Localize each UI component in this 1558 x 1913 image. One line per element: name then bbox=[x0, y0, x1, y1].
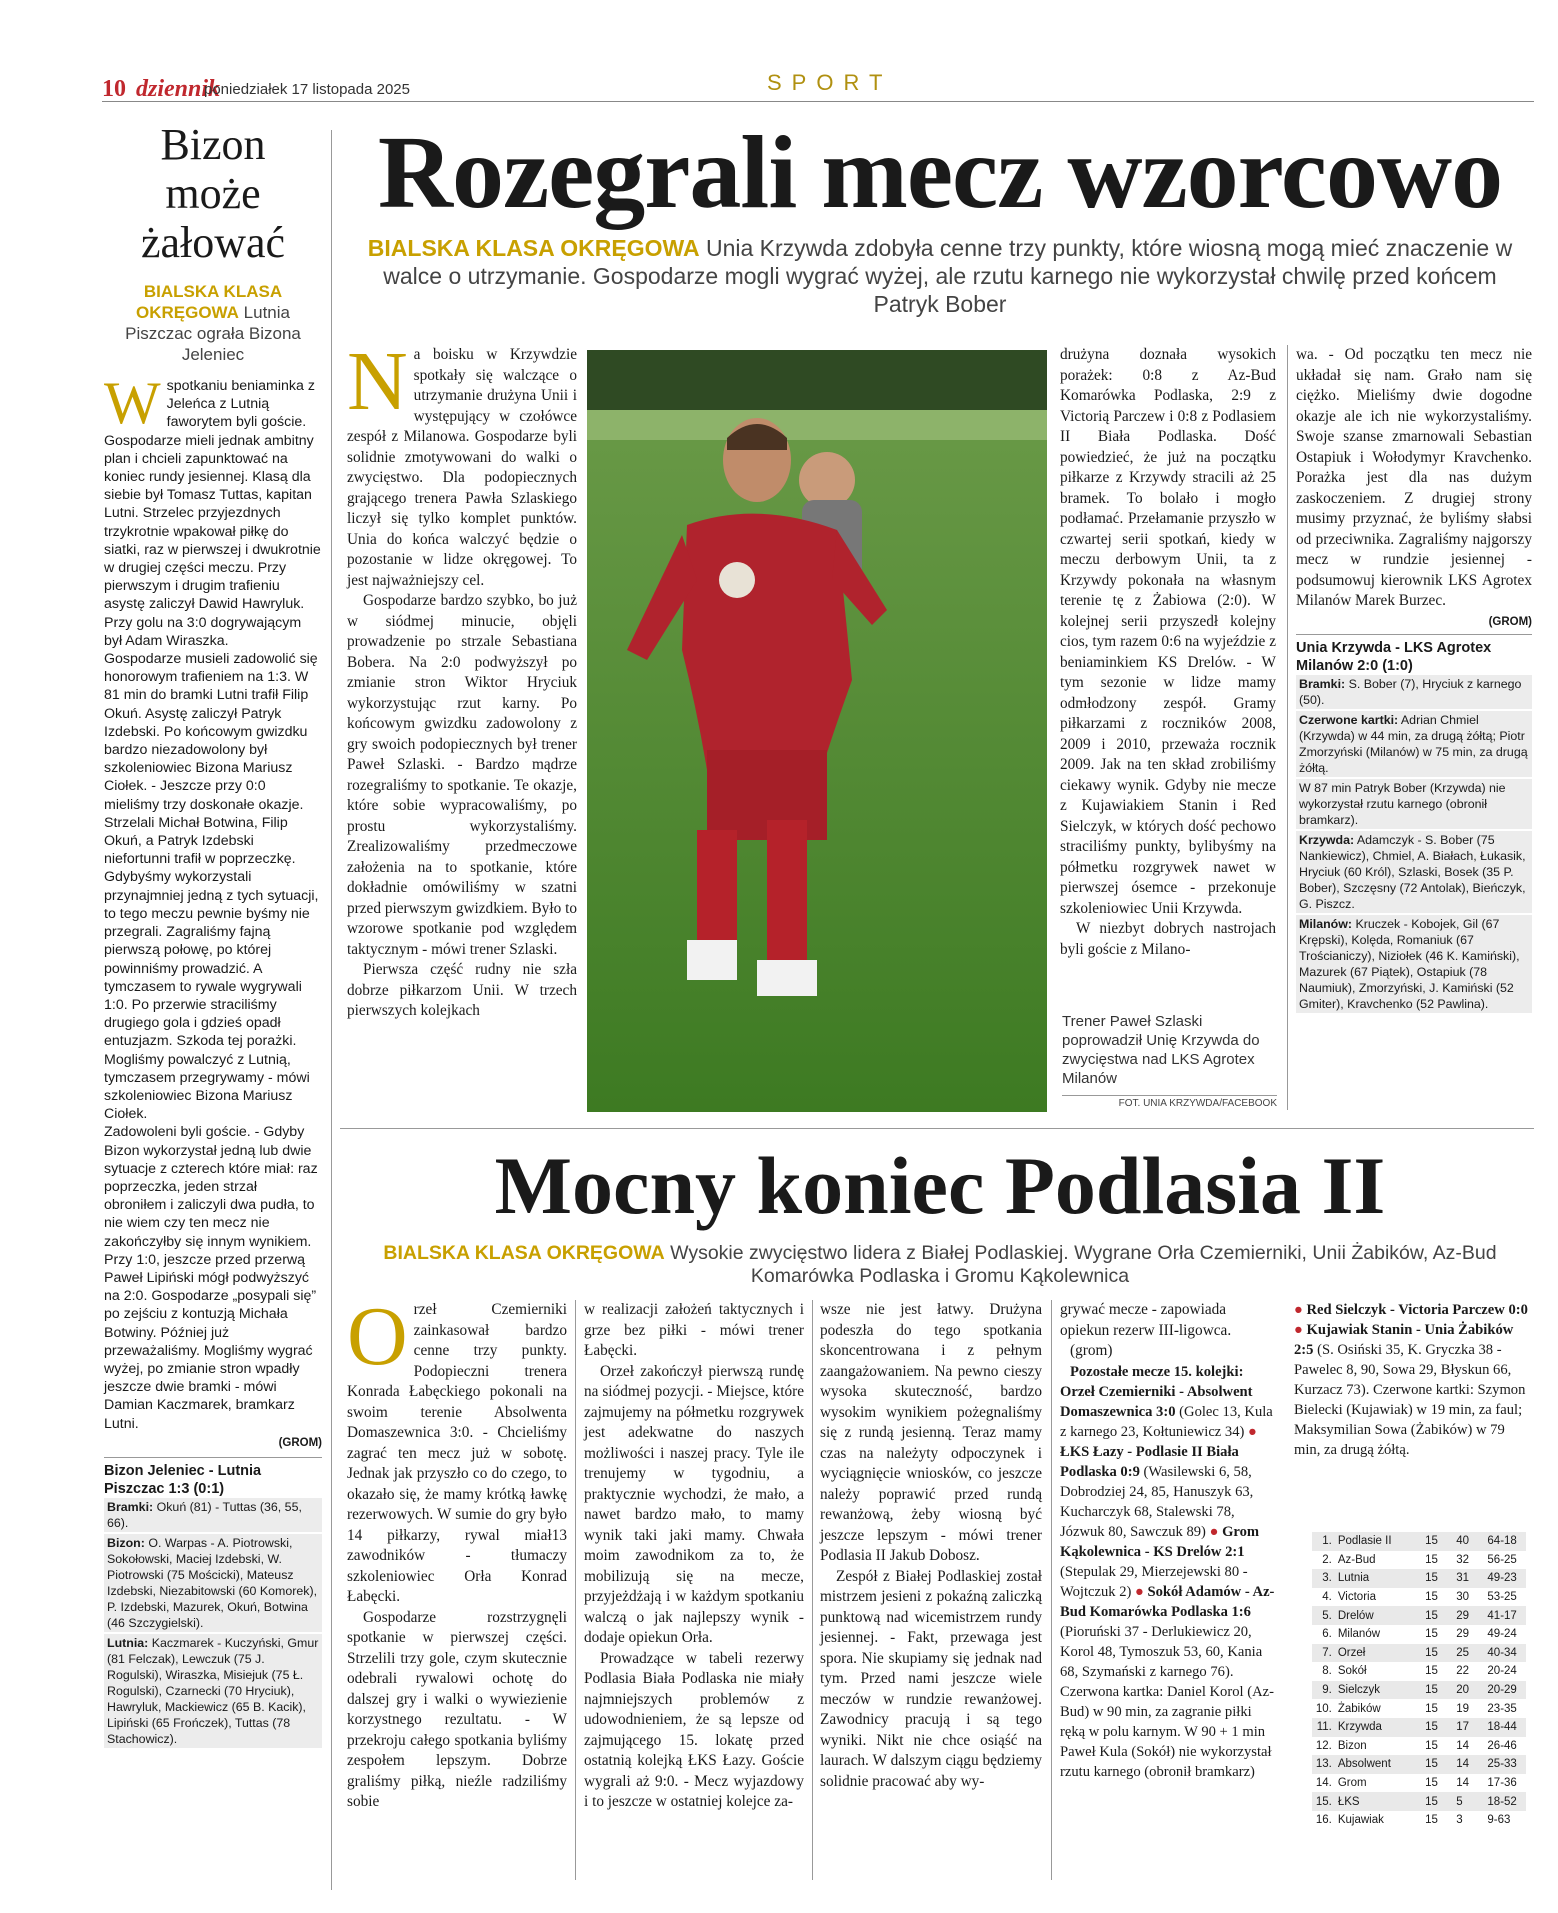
article1-col3: wa. - Od początku ten mecz nie układał się nam. Grało nam się ciężko. Mieliśmy dwie dogodne okazje ale ich nie wykorzystaliśmy. Swoje szanse zmarnowali Sebastian Ostapiuk i Wołodymyr Kravchenko. Porażka jest dla nas dużym zaskoczeniem. Z drugiej strony musimy przyznać, że byliśmy słabsi od przeciwnika. Zagraliśmy najgorszy mecz w rundzie jesiennej - podsumowuj kierownik LKS Agrotex Milanów Marek Burzec. (GROM) Unia Krzywda - LKS Agrotex Milanów 2:0 (1:0) Bramki: S. Bober (7), Hryciuk z karnego (50). Czerwone kartki: Adrian Chmiel (Krzywda) w 44 min, za drugą żółtą; Piotr Zmorzyński (Milanów) w 75 min, za drugą żółtą. W 87 min Patryk Bober (Krzywda) nie wykorzystał rzutu karnego (obronił bramkarz). Krzywda: Adamczyk - S. Bober (75 Nankiewicz), Chmiel, A. Białach, Łukasik, Hryciuk (60 Król), Szlaski, Bosek (35 P. Bober), Szczęsny (72 Antolak), Bieńczyk, G. Piszcz. Milanów: Kruczek - Kobojek, Gil (67 Krępski), Kolęda, Romaniuk (67 Trościaniczy), Niziołek (46 K. Kamiński), Mazurek (67 Piątek), Ostapiuk (78 Naumiuk), Zmorzyński, J. Kamiński (52 Gmiter), Kravchenko (52 Pawlina). bbox=[1296, 345, 1532, 1015]
table-cell-pos: 15. bbox=[1312, 1792, 1335, 1811]
box-row: Bramki: Okuń (81) - Tuttas (36, 55, 66). bbox=[104, 1498, 322, 1534]
column-divider bbox=[1287, 345, 1288, 1110]
table-cell-m: 15 bbox=[1425, 1777, 1438, 1790]
table-cell-goals: 18-44 bbox=[1484, 1718, 1526, 1737]
table-cell-pts: 31 bbox=[1453, 1569, 1484, 1588]
article2-col1: Orzeł Czemierniki zainkasował bardzo cenne trzy punkty. Podopieczni trenera Konrada Łabęckiego pokonali na swoim terenie Absolwenta Domaszewnica 3:0. - Chcieliśmy zagrać ten mecz już w sobotę. Jednak jak przyszło co do czego, to okazało się, że mamy krótką ławkę rezerwowych. W sumie do gry było 14 piłkarzy, rywal miał13 zawodników - tłumaczy szkoleniowiec Orła Konrad Łabęcki. Gospodarze rozstrzygnęli spotkanie w pierwszej części. Strzelili trzy gole, czym skutecznie odebrali rywalowi ochotę do dalszej gry i walki o wywiezienie korzystnego rezultatu. - W przekroju całego spotkania byliśmy zespołem lepszym. Dobrze graliśmy piłką, nieźle radziliśmy sobie bbox=[347, 1290, 567, 1810]
table-cell-pos: 5. bbox=[1312, 1606, 1335, 1625]
table-cell-goals: 18-52 bbox=[1484, 1792, 1526, 1811]
table-cell-m: 15 bbox=[1425, 1665, 1438, 1678]
article2-col2: w realizacji założeń taktycznych i grze bez piłki - mówi trener Łabęcki. Orzeł zakończył pierwszą rundę na siódmej pozycji. - Miejsce, które zajmujemy na półmetku rozgrywek jest adekwatne do naszych możliwości i naszej pracy. Tyle ile trenujemy w tygodniu, a praktycznie wychodzi, że mało, a nawet bardzo mało, to mamy wynik taki jaki mamy. Chwała moim zawodnikom za to, że mobilizują się na mecze, przyjeżdżają i w każdym spotkaniu walczą o jak najlepszy wynik - dodaje opiekun Orła. Prowadzące w tabeli rezerwy Podlasia Biała Podlaska nie miały najmniejszych problemów z udowodnieniem, że są lepsze od zajmującego 15. lokatę przed ostatnią kolejką ŁKS Łazy. Goście wygrali aż 9:0. - Mecz wyjazdowy i to jeszcze w ostatniej kolejce za- bbox=[584, 1301, 804, 1810]
table-cell-goals: 25-33 bbox=[1484, 1755, 1526, 1774]
signature: (GROM) bbox=[1488, 615, 1532, 628]
article1-col1: Na boisku w Krzywdzie spotkały się walczące o utrzymanie drużyna Unii i występujący w czołówce zespół z Milanowa. Gospodarze byli solidnie zmotywowani do walki o zwycięstwo. Dla podopiecznych grającego trenera Pawła Szlaskiego liczył się tylko komplet punktów. Unia do końca walczyć będzie o pozostanie w lidze okręgowej. To jest najważniejszy cel. Gospodarze bardzo szybko, bo już w siódmej minucie, objęli prowadzenie po strzale Sebastiana Bobera. Na 2:0 podwyższył po zmianie stron Wiktor Hryciuk wykorzystując rzut karny. Po końcowym gwizdku zadowolony z gry swoich podopiecznych był trener Paweł Szlaski. - Bardzo mądrze rozegraliśmy to spotkanie. Te okazje, które sobie wypracowaliśmy, po prostu wykorzystaliśmy. Zrealizowaliśmy przedmeczowe założenia na to spotkanie, które dokładnie omówiliśmy w szatni przed pierwszym gwizdkiem. Było to wzorowe spotkanie pod względem taktycznym - mówi trener Szlaski. Pierwsza część rudny nie szła dobrze piłkarzom Unii. W trzech pierwszych kolejkach bbox=[347, 335, 577, 1019]
table-cell-pos: 6. bbox=[1322, 1628, 1332, 1641]
result-teams: Kujawiak Stanin - Unia Żabików 2:5 bbox=[1294, 1322, 1514, 1358]
table-cell-pos: 4. bbox=[1322, 1591, 1332, 1604]
table-cell-team: Absolwent bbox=[1335, 1755, 1422, 1774]
table-cell-goals: 40-34 bbox=[1484, 1644, 1526, 1663]
article2-col3: wsze nie jest łatwy. Drużyna podeszła do tego spotkania skoncentrowana i z pełnym zaangażowaniem. Na pewno cieszy wysoka skuteczność, bardzo wysokim wynikiem pożegnaliśmy się z rundą jesienną. Teraz mamy czas na należyty odpoczynek i wyciągnięcie wniosków, co jeszcze należy poprawić przed rundą rewanżową, żeby wiosną być jeszcze lepszym - mówi trener Podlasia II Jakub Dobosz. Zespół z Białej Podlaskiej został mistrzem jesieni z pokaźną zaliczką punktową nad wicemistrzem rundy jesiennej. - Fakt, przewaga jest spora. Nie skupiamy się jednak nad tym. Przed nami jeszcze wiele meczów w rundzie rewanżowej. Zawodnicy pracują i są tego wyniki. Nikt nie chce osiąść na laurach. W dalszym ciągu będziemy solidnie pracować aby wy- bbox=[820, 1301, 1042, 1790]
side-article bbox=[104, 120, 322, 1750]
table-cell-m: 15 bbox=[1422, 1644, 1453, 1663]
table-cell-team: Bizon bbox=[1337, 1739, 1367, 1752]
table-cell-m: 15 bbox=[1425, 1591, 1438, 1604]
table-row bbox=[1312, 1532, 1526, 1551]
table-cell-pos: 8. bbox=[1322, 1665, 1332, 1678]
results-title: Pozostałe mecze 15. kolejki: bbox=[1070, 1363, 1244, 1380]
table-cell-goals: 23-35 bbox=[1487, 1702, 1517, 1715]
article2-results-col2 bbox=[1294, 1300, 1534, 1460]
bullet: ● bbox=[1248, 1423, 1257, 1440]
table-cell-pts: 14 bbox=[1456, 1739, 1470, 1752]
table-cell-goals: 17-36 bbox=[1487, 1777, 1517, 1790]
drop-cap: W bbox=[104, 370, 161, 436]
table-cell-pos: 10. bbox=[1315, 1702, 1332, 1715]
result-details: (S. Osiński 35, K. Gryczka 38 - Pawelec 8, 90, Sowa 29, Błyskun 66, Kurzacz 73). Czerwone kartki: Szymon Bielecki (Kujawiak) w 19 min, za faul; Maksymilian Sowa (Żabików) w 79 min, za drugą żółtą. bbox=[1294, 1342, 1526, 1458]
bullet: ● bbox=[1294, 1322, 1303, 1338]
article1-score-box: Unia Krzywda - LKS Agrotex Milanów 2:0 (1:0) Bramki: S. Bober (7), Hryciuk z karnego (50). Czerwone kartki: Adrian Chmiel (Krzywda) w 44 min, za drugą żółtą; Piotr Zmorzyński (Milanów) w 75 min, za drugą żółtą. W 87 min Patryk Bober (Krzywda) nie wykorzystał rzutu karnego (obronił bramkarz). Krzywda: Adamczyk - S. Bober (75 Nankiewicz), Chmiel, A. Białach, Łukasik, Hryciuk (60 Król), Szlaski, Bosek (35 P. Bober), Szczęsny (72 Antolak), Bieńczyk, G. Piszcz. Milanów: Kruczek - Kobojek, Gil (67 Krępski), Kolęda, Romaniuk (67 Trościaniczy), Niziołek (46 K. Kamiński), Mazurek (67 Piątek), Ostapiuk (78 Naumiuk), Zmorzyński, J. Kamiński (52 Gmiter), Kravchenko (52 Pawlina). bbox=[1296, 634, 1532, 1015]
table-cell-pts: 30 bbox=[1456, 1591, 1470, 1604]
column-divider bbox=[812, 1300, 813, 1880]
bullet: ● bbox=[1209, 1523, 1219, 1540]
player-photo bbox=[587, 350, 1047, 1112]
table-cell-pts: 19 bbox=[1456, 1702, 1470, 1715]
table-cell-team: Sielczyk bbox=[1335, 1681, 1422, 1700]
table-cell-team: Victoria bbox=[1337, 1591, 1376, 1604]
box-row: Bramki: S. Bober (7), Hryciuk z karnego (50). bbox=[1296, 675, 1532, 711]
result-teams: Red Sielczyk - Victoria Parczew 0:0 bbox=[1306, 1302, 1528, 1318]
photo-credit: FOT. UNIA KRZYWDA/FACEBOOK bbox=[1062, 1095, 1277, 1109]
box-row: Krzywda: Adamczyk - S. Bober (75 Nankiewicz), Chmiel, A. Białach, Łukasik, Hryciuk (60 Król), Szlaski, Bosek (35 P. Bober), Szczęsny (72 Antolak), Bieńczyk, G. Piszcz. bbox=[1296, 831, 1532, 915]
table-cell-pts: 22 bbox=[1456, 1665, 1470, 1678]
table-cell-pos: 3. bbox=[1312, 1569, 1335, 1588]
column-divider bbox=[575, 1300, 576, 1880]
table-cell-team: Grom bbox=[1337, 1777, 1367, 1790]
table-row bbox=[1312, 1569, 1526, 1588]
side-score-box: Bizon Jeleniec - Lutnia Piszczac 1:3 (0:1) Bramki: Okuń (81) - Tuttas (36, 55, 66). Bizon: O. Warpas - A. Piotrowski, Sokołowski, Maciej Izdebski, W. Piotrowski (75 Mościcki), Mateusz Izdebski, Niezabitowski (60 Komorek), P. Izdebski, Mazurek, Okuń, Botwina (46 Szczygielski). Lutnia: Kaczmarek - Kuczyński, Gmur (81 Felczak), Lewczuk (75 J. Rogulski), Wiraszka, Misiejuk (75 Ł. Rogulski), Czarnecki (70 Hryciuk), Hawryluk, Mackiewicz (65 B. Kacik), Lipiński (65 Frończek), Tuttas (78 Stachowicz). bbox=[104, 1457, 322, 1750]
table-cell-pts: 14 bbox=[1453, 1755, 1484, 1774]
drop-cap: O bbox=[347, 1290, 408, 1383]
table-row bbox=[1312, 1662, 1526, 1681]
table-cell-m: 15 bbox=[1422, 1792, 1453, 1811]
result-teams: ŁKS Łazy - Podlasie II Biała Podlaska 0:9 bbox=[1060, 1443, 1239, 1480]
table-row bbox=[1312, 1551, 1526, 1570]
table-cell-m: 15 bbox=[1422, 1569, 1453, 1588]
table-cell-pts: 32 bbox=[1456, 1553, 1470, 1566]
newspaper-logo: dziennik bbox=[136, 76, 221, 102]
table-cell-team: Milanów bbox=[1337, 1628, 1381, 1641]
table-cell-team: Lutnia bbox=[1335, 1569, 1422, 1588]
bullet: ● bbox=[1135, 1583, 1144, 1600]
signature: (grom) bbox=[1070, 1342, 1113, 1359]
table-cell-pts: 25 bbox=[1453, 1644, 1484, 1663]
drop-cap: N bbox=[347, 335, 408, 428]
league-table bbox=[1312, 1532, 1526, 1830]
table-cell-pos: 12. bbox=[1315, 1739, 1332, 1752]
table-row bbox=[1312, 1625, 1526, 1644]
column-divider bbox=[331, 130, 332, 1890]
box-row: Milanów: Kruczek - Kobojek, Gil (67 Krępski), Kolęda, Romaniuk (67 Trościaniczy), Niziołek (46 K. Kamiński), Mazurek (67 Piątek), Ostapiuk (78 Naumiuk), Zmorzyński, J. Kamiński (52 Gmiter), Kravchenko (52 Pawlina). bbox=[1296, 915, 1532, 1015]
article2-lead: BIALSKA KLASA OKRĘGOWA Wysokie zwycięstwo lidera z Białej Podlaskiej. Wygrane Orła Czemierniki, Unii Żabików, Az-Bud Komarówka Podlaska i Gromu Kąkolewnica bbox=[383, 1242, 1497, 1287]
issue-date: poniedziałek 17 listopada 2025 bbox=[204, 81, 410, 98]
table-row bbox=[1312, 1718, 1526, 1737]
table-cell-goals: 26-46 bbox=[1487, 1739, 1517, 1752]
side-body: Wspotkaniu beniaminka z Jeleńca z Lutnią faworytem byli goście. Gospodarze mieli jednak ambitny plan i chcieli zapunktować na koniec rundy jesiennej. Klasą dla siebie był Tomasz Tuttas, kapitan Lutni. Strzelec przyjezdnych trzykrotnie wpakował piłkę do siatki, raz w pierwszej i dwukrotnie w drugiej części meczu. Przy pierwszym i drugim trafieniu asystę zaliczył Dawid Hawryluk. Przy golu na 3:0 dogrywającym był Adam Wiraszka. Gospodarze musieli zadowolić się honorowym trafieniem na 1:3. W 81 min do bramki Lutni trafił Filip Okuń. Asystę zaliczył Patryk Izdebski. Po końcowym gwizdku bardzo niezadowolony był szkoleniowiec Bizona Mariusz Ciołek. - Jeszcze przy 0:0 mieliśmy trzy doskonałe okazje. Strzelali Michał Botwina, Filip Okuń, a Patryk Izdebski niefortunni trafił w poprzeczkę. Gdybyśmy wykorzystali przynajmniej jedną z tych sytuacji, to tego meczu pewnie byśmy nie przegrali. Zagraliśmy fajną pierwszą połowę, po której powinniśmy prowadzić. A tymczasem to rywale wygrywali 1:0. Po przerwie straciliśmy drugiego gola i gdzieś opadł entuzjazm. Szkoda tej porażki. Mogliśmy powalczyć z Lutnią, tymczasem przegrywamy - mówi szkoleniowiec Bizona Mariusz Ciołek. Zadowoleni byli goście. - Gdyby Bizon wykorzystał jedną lub dwie sytuacje z czterech które miał: raz poprzeczka, jeden strzał obroniłem i zaliczyli dwa pudła, to nie wiem czy ten mecz nie zakończyłby się innym wynikiem. Przy 1:0, jeszcze przed przerwą Paweł Lipiński mógł podwyższyć na 2:0. Gospodarze „posypali się” po zejściu z kontuzją Michała Botwiny. Później już przeważaliśmy. Mogliśmy wygrać wyżej, po zmianie stron wpadły jeszcze dwie bramki - mówi Damian Kaczmarek, bramkarz Lutni. (GROM) bbox=[104, 370, 322, 1449]
table-cell-goals: 9-63 bbox=[1487, 1814, 1511, 1827]
photo-caption: Trener Paweł Szlaski poprowadził Unię Krzywda do zwycięstwa nad LKS Agrotex Milanów bbox=[1062, 1013, 1260, 1087]
table-cell-team: Podlasie II bbox=[1335, 1532, 1422, 1551]
table-cell-goals: 56-25 bbox=[1487, 1553, 1517, 1566]
table-row bbox=[1312, 1588, 1526, 1607]
table-cell-m: 15 bbox=[1425, 1628, 1438, 1641]
box-row: W 87 min Patryk Bober (Krzywda) nie wykorzystał rzutu karnego (obronił bramkarz). bbox=[1296, 779, 1532, 831]
table-cell-pts: 17 bbox=[1453, 1718, 1484, 1737]
page-number: 10 bbox=[102, 76, 126, 102]
table-cell-pos: 16. bbox=[1315, 1814, 1332, 1827]
table-cell-m: 15 bbox=[1422, 1532, 1453, 1551]
table-cell-pos: 9. bbox=[1312, 1681, 1335, 1700]
result-details: (Pioruński 37 - Derlukiewicz 20, Korol 48, Tymoszuk 53, 60, Kania 68, Szymański z karnego 76). Czerwona kartka: Daniel Korol (Az-Bud) w 90 min, za zagranie piłki ręką w polu karnym. W 90 + 1 min Paweł Kula (Sokół) nie wykorzystał rzutu karnego (obronił bramkarz) bbox=[1060, 1623, 1274, 1780]
table-cell-goals: 20-24 bbox=[1487, 1665, 1517, 1678]
table-cell-m: 15 bbox=[1425, 1739, 1438, 1752]
box-row: Czerwone kartki: Adrian Chmiel (Krzywda) w 44 min, za drugą żółtą; Piotr Zmorzyński (Milanów) w 75 min, za drugą żółtą. bbox=[1296, 711, 1532, 779]
table-cell-team: Krzywda bbox=[1335, 1718, 1422, 1737]
table-cell-team: Żabików bbox=[1337, 1702, 1381, 1715]
bullet: ● bbox=[1294, 1302, 1303, 1318]
table-cell-team: Drelów bbox=[1335, 1606, 1422, 1625]
table-cell-pts: 5 bbox=[1453, 1792, 1484, 1811]
side-lead: BIALSKA KLASA OKRĘGOWA Lutnia Piszczac ograła Bizona Jeleniec bbox=[125, 282, 301, 364]
table-cell-pts: 29 bbox=[1456, 1628, 1470, 1641]
result-details: (Golec 13, Kula z karnego 23, Kołtuniewicz 34) bbox=[1060, 1403, 1273, 1440]
box-row: Bizon: O. Warpas - A. Piotrowski, Sokołowski, Maciej Izdebski, W. Piotrowski (75 Mościcki), Mateusz Izdebski, Niezabitowski (60 Komorek), P. Izdebski, Mazurek, Okuń, Botwina (46 Szczygielski). bbox=[104, 1534, 322, 1634]
table-cell-m: 15 bbox=[1425, 1553, 1438, 1566]
table-cell-pts: 3 bbox=[1456, 1814, 1463, 1827]
table-row bbox=[1312, 1792, 1526, 1811]
page-header bbox=[102, 70, 1534, 102]
result-teams: Sokół Adamów - Az-Bud Komarówka Podlaska 1:6 bbox=[1060, 1583, 1275, 1620]
table-cell-team: Kujawiak bbox=[1337, 1814, 1384, 1827]
side-headline: Bizon może żałować bbox=[140, 120, 286, 267]
column-divider bbox=[1051, 1300, 1052, 1880]
table-cell-m: 15 bbox=[1422, 1606, 1453, 1625]
article1-lead: BIALSKA KLASA OKRĘGOWA Unia Krzywda zdobyła cenne trzy punkty, które wiosną mogą mieć znaczenie w walce o utrzymanie. Gospodarze mogli wygrać wyżej, ale rzutu karnego nie wykorzystał chwilę przed końcem Patryk Bober bbox=[367, 235, 1513, 317]
table-cell-team: Sokół bbox=[1337, 1665, 1367, 1678]
table-cell-pos: 2. bbox=[1322, 1553, 1332, 1566]
table-cell-pts: 29 bbox=[1453, 1606, 1484, 1625]
table-cell-pts: 14 bbox=[1456, 1777, 1470, 1790]
table-cell-pos: 14. bbox=[1315, 1777, 1332, 1790]
table-cell-pos: 7. bbox=[1312, 1644, 1335, 1663]
table-cell-m: 15 bbox=[1422, 1718, 1453, 1737]
article1-col2: drużyna doznała wysokich porażek: 0:8 z Az-Bud Komarówka Podlaska, 2:9 z Victorią Parczew i 0:8 z Podlasiem II Biała Podlaska. Dość powiedzieć, że już na początku piłkarze z Krzywdy stracili aż 25 bramek. To bolało i mogło podłamać. Przełamanie przyszło w czwartej serii spotkań, kiedy w meczu derbowym Unii, ta z Krzywdy pokonała na własnym terenie tę z Żabiowa (2:0). W kolejnej serii przyszedł kolejny cios, tym razem 0:6 na wyjeździe z beniaminkiem KS Drelów. - W tym sezonie w lidze mamy odmłodzony zespół. Gramy piłkarzami z roczników 2008, 2009 i 2010, przeważa rocznik 2009. Jak na ten skład zrobiliśmy ciekawy wynik. Gdyby nie mecze z Kujawiakiem Stanin i Red Sielczyk, w których dość pechowo straciliśmy punkty, bylibyśmy na półmetku rozgrywek nawet w pierwszej ósemce - przekonuje szkoleniowiec Unii Krzywda. W niezbyt dobrych nastrojach byli goście z Milano- bbox=[1060, 346, 1276, 958]
table-cell-goals: 64-18 bbox=[1484, 1532, 1526, 1551]
table-cell-team: ŁKS bbox=[1335, 1792, 1422, 1811]
table-row bbox=[1312, 1774, 1526, 1793]
table-row bbox=[1312, 1699, 1526, 1718]
article2-results-col: grywać mecze - zapowiada opiekun rezerw III-ligowca. (grom) Pozostałe mecze 15. kolejki: Orzeł Czemierniki - Absolwent Domaszewnica 3:0 (Golec 13, Kula z karnego 23, Kołtuniewicz 34) ● ŁKS Łazy - Podlasie II Biała Podlaska 0:9 (Wasilewski 6, 58, Dobrodziej 24, 85, Hanuszyk 63, Kucharczyk 68, Stalewski 78, Józwuk 80, Sawczuk 89) ● Grom Kąkolewnica - KS Drelów 2:1 (Stepulak 29, Mierzejewski 80 - Wojtczuk 2) ● Sokół Adamów - Az-Bud Komarówka Podlaska 1:6 (Pioruński 37 - Derlukiewicz 20, Korol 48, Tymoszuk 53, 60, Kania 68, Szymański z karnego 76). Czerwona kartka: Daniel Korol (Az-Bud) w 90 min, za zagranie piłki ręką w polu karnym. W 90 + 1 min Paweł Kula (Sokół) nie wykorzystał rzutu karnego (obronił bramkarz) bbox=[1060, 1300, 1278, 1782]
result-teams: Grom Kąkolewnica - KS Drelów 2:1 bbox=[1060, 1523, 1260, 1560]
table-cell-goals: 49-24 bbox=[1487, 1628, 1517, 1641]
table-cell-team: Orzeł bbox=[1335, 1644, 1422, 1663]
table-cell-pts: 20 bbox=[1453, 1681, 1484, 1700]
result-details: (Stepulak 29, Mierzejewski 80 - Wojtczuk 2) bbox=[1060, 1563, 1248, 1600]
signature: (GROM) bbox=[278, 1436, 322, 1449]
table-cell-pos: 11. bbox=[1312, 1718, 1335, 1737]
section-title: SPORT bbox=[757, 70, 902, 96]
table-cell-m: 15 bbox=[1425, 1814, 1438, 1827]
photo-football-player bbox=[587, 350, 1047, 1112]
table-row bbox=[1312, 1644, 1526, 1663]
table-cell-m: 15 bbox=[1422, 1755, 1453, 1774]
table-cell-pts: 40 bbox=[1453, 1532, 1484, 1551]
table-row bbox=[1312, 1681, 1526, 1700]
table-cell-goals: 41-17 bbox=[1484, 1606, 1526, 1625]
article2-headline: Mocny koniec Podlasia II bbox=[494, 1140, 1386, 1231]
table-cell-pos: 1. bbox=[1312, 1532, 1335, 1551]
table-row bbox=[1312, 1811, 1526, 1830]
table-cell-pos: 13. bbox=[1312, 1755, 1335, 1774]
article1-headline: Rozegrali mecz wzorcowo bbox=[377, 115, 1503, 230]
table-cell-m: 15 bbox=[1425, 1702, 1438, 1715]
table-cell-goals: 49-23 bbox=[1484, 1569, 1526, 1588]
table-cell-m: 15 bbox=[1422, 1681, 1453, 1700]
table-row bbox=[1312, 1737, 1526, 1756]
table-row bbox=[1312, 1755, 1526, 1774]
table-cell-goals: 53-25 bbox=[1487, 1591, 1517, 1604]
box-row: Lutnia: Kaczmarek - Kuczyński, Gmur (81 Felczak), Lewczuk (75 J. Rogulski), Wiraszka, Misiejuk (75 Ł. Rogulski), Czarnecki (70 Hryciuk), Hawryluk, Mackiewicz (65 B. Kacik), Lipiński (65 Frończek), Tuttas (78 Stachowicz). bbox=[104, 1634, 322, 1750]
table-row bbox=[1312, 1606, 1526, 1625]
result-details: (Wasilewski 6, 58, Dobrodziej 24, 85, Hanuszyk 63, Kucharczyk 68, Stalewski 78, Józwuk 80, Sawczuk 89) bbox=[1060, 1463, 1254, 1540]
section-divider bbox=[340, 1128, 1534, 1129]
table-cell-goals: 20-29 bbox=[1484, 1681, 1526, 1700]
table-cell-team: Az-Bud bbox=[1337, 1553, 1376, 1566]
result-teams: Orzeł Czemierniki - Absolwent Domaszewnica 3:0 bbox=[1060, 1383, 1253, 1420]
